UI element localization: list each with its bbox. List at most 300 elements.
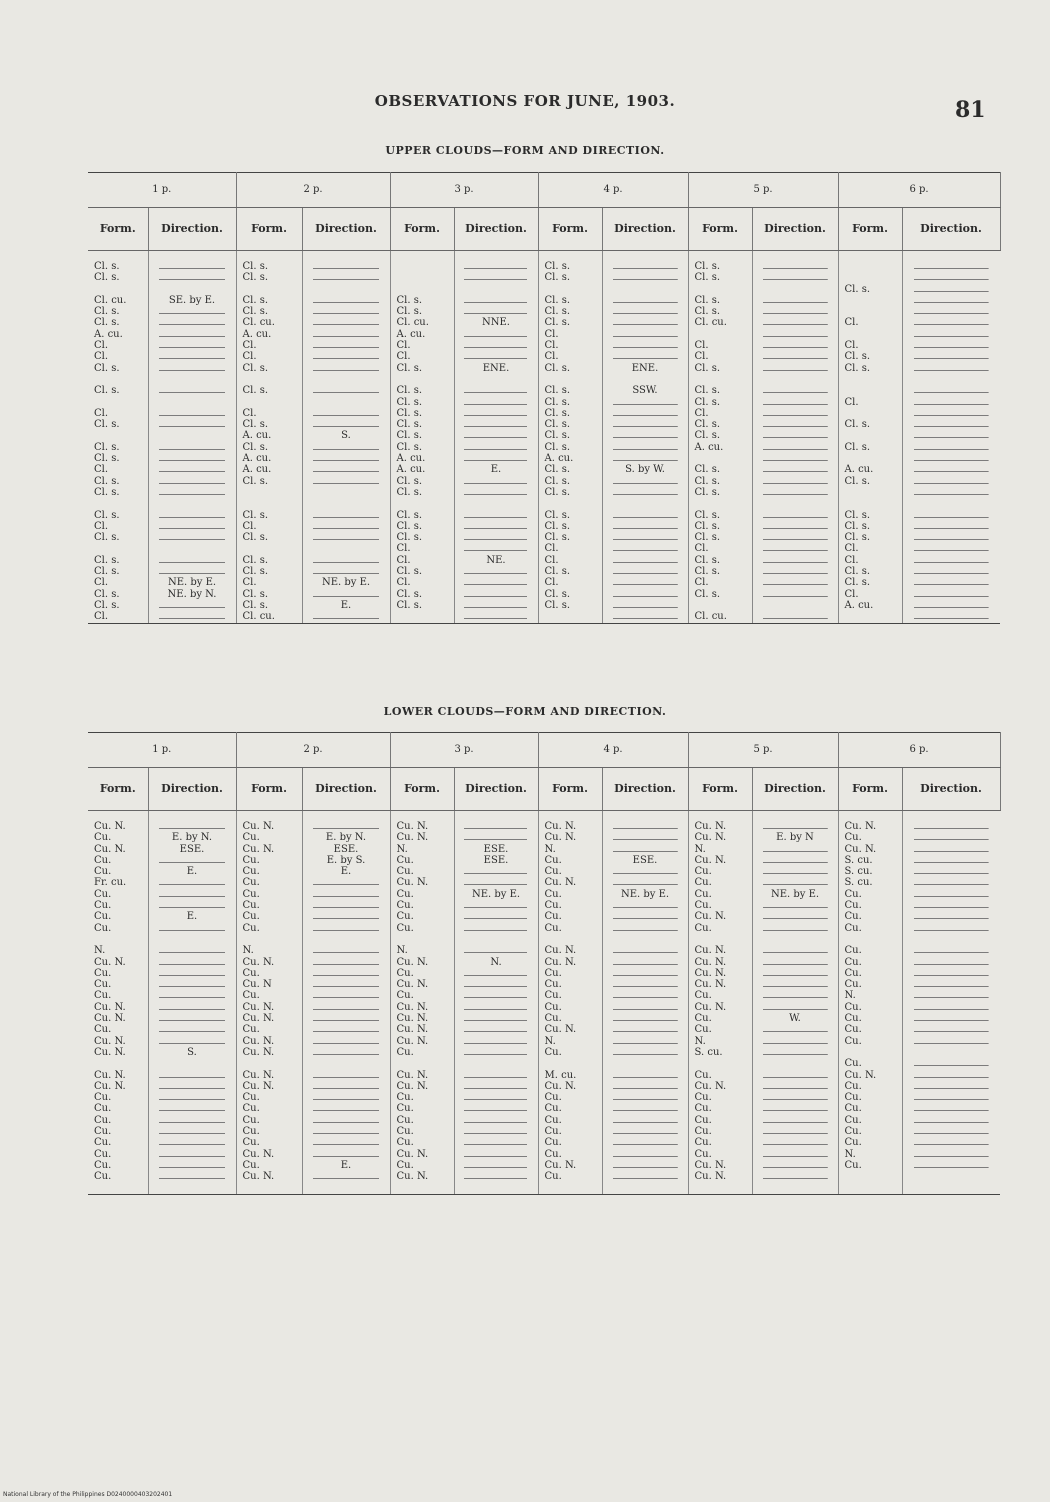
blank-line <box>906 577 998 588</box>
cloud-form-entry: Cl. <box>544 328 559 340</box>
form-column-header: Form. <box>838 768 902 811</box>
cloud-form-entry: Cl. s. <box>694 362 721 374</box>
form-column-header: Form. <box>88 768 148 811</box>
cloud-form-entry: Cu. N. <box>396 1024 429 1036</box>
cloud-form-entry: Cl. s. <box>396 509 423 521</box>
spacer-line <box>845 329 899 340</box>
spacer-line <box>845 611 899 622</box>
blank-line <box>306 453 387 464</box>
cloud-form-entry: Cl. s. <box>694 419 721 431</box>
blank-line <box>306 1126 387 1137</box>
cloud-form-entry: Cu. N. <box>544 1159 577 1171</box>
observations-row <box>88 811 1000 1195</box>
cloud-form-entry: Fr. cu. <box>94 877 127 889</box>
blank-line <box>756 911 835 922</box>
blank-line <box>906 306 998 317</box>
cloud-form-entry: Cu. <box>544 1137 562 1149</box>
blank-line <box>906 911 998 922</box>
cloud-form-entry: Cl. s. <box>94 362 120 374</box>
blank-line <box>756 877 835 888</box>
blank-line <box>606 577 685 588</box>
blank-line <box>606 900 685 911</box>
blank-line <box>458 611 535 622</box>
blank-line <box>458 419 535 430</box>
cloud-form-entry: Cl. <box>694 340 709 352</box>
cloud-form-entry: Cl. <box>94 464 109 476</box>
blank-line <box>606 611 685 622</box>
blank-line <box>152 1171 233 1182</box>
cloud-form-entry: Cu. <box>396 866 414 878</box>
form-cell <box>390 251 454 624</box>
blank-line <box>756 464 835 475</box>
spacer-line <box>152 397 233 408</box>
hour-header-row <box>88 733 1000 768</box>
cloud-form-entry: Cl. s. <box>396 362 423 374</box>
blank-line <box>606 1013 685 1024</box>
cloud-form-entry: Cu. N. <box>544 1024 577 1036</box>
spacer-line <box>94 430 145 441</box>
spacer-line <box>458 934 535 945</box>
cloud-form-entry: Cu. <box>94 911 112 923</box>
blank-line <box>152 1013 233 1024</box>
blank-line <box>906 329 998 340</box>
cloud-form-entry: Cl. s. <box>94 599 120 611</box>
cloud-form-entry: Cu. N. <box>242 1069 275 1081</box>
cloud-form-entry: Cl. s. <box>94 419 120 431</box>
blank-line <box>906 351 998 362</box>
direction-column-header: Direction. <box>602 768 688 811</box>
blank-line <box>458 1002 535 1013</box>
blank-line <box>906 1013 998 1024</box>
spacer-line <box>845 306 899 317</box>
blank-line <box>306 889 387 900</box>
cloud-form-entry: Cu. N. <box>694 1159 727 1171</box>
blank-line <box>906 844 998 855</box>
cloud-form-entry: Cl. s. <box>844 351 871 363</box>
blank-line <box>306 611 387 622</box>
blank-line <box>606 1171 685 1182</box>
observations-row <box>88 251 1000 624</box>
cloud-form-entry: Cl. s. <box>396 486 423 498</box>
cloud-form-entry: Cu. <box>242 888 260 900</box>
blank-line <box>606 408 685 419</box>
cloud-form-entry: Cl. s. <box>94 261 120 272</box>
blank-line <box>458 1036 535 1047</box>
blank-line <box>152 521 233 532</box>
direction-cell <box>454 251 538 624</box>
cloud-form-entry: N. <box>242 945 254 957</box>
cloud-form-entry: Cu. <box>94 1024 112 1036</box>
blank-line <box>756 566 835 577</box>
cloud-form-entry: Cu. <box>242 1114 260 1126</box>
cloud-direction-entry: ESE. <box>179 843 205 855</box>
cloud-form-entry: Cu. <box>94 1103 112 1115</box>
blank-line <box>606 832 685 843</box>
cloud-form-entry: Cl. <box>396 554 411 566</box>
cloud-form-entry: Cl. s. <box>844 566 871 578</box>
blank-line <box>606 1047 685 1058</box>
blank-line <box>306 1024 387 1035</box>
cloud-form-entry: Cl. s. <box>694 272 721 284</box>
blank-line <box>756 1149 835 1160</box>
cloud-form-entry: Cu. <box>694 1126 712 1138</box>
spacer-line <box>606 498 685 509</box>
blank-line <box>906 261 998 272</box>
spacer-line <box>306 543 387 554</box>
cloud-direction-entry: ENE. <box>631 362 659 374</box>
blank-line <box>756 945 835 956</box>
cloud-direction-entry: NE. by N. <box>167 588 217 600</box>
cloud-form-entry: Cu. <box>94 1114 112 1126</box>
blank-line <box>906 566 998 577</box>
spacer-line <box>152 430 233 441</box>
direction-cell <box>752 251 838 624</box>
blank-line <box>606 453 685 464</box>
cloud-form-entry: Cu. <box>396 911 414 923</box>
cloud-form-entry: Cu. <box>844 1080 862 1092</box>
cloud-form-entry: Cl. s. <box>544 509 571 521</box>
cloud-form-entry: Cl. s. <box>544 599 571 611</box>
blank-line <box>756 1070 835 1081</box>
cloud-form-entry: Cl. cu. <box>396 317 429 329</box>
cloud-form-entry: Cl. cu. <box>694 317 727 329</box>
blank-line <box>306 1036 387 1047</box>
cloud-form-entry: Cu. <box>94 900 112 912</box>
cloud-form-entry: Cu. N. <box>694 821 727 832</box>
blank-line <box>306 589 387 600</box>
cloud-form-entry: Cl. s. <box>242 261 269 272</box>
spacer-line <box>397 611 451 622</box>
spacer-line <box>545 284 599 295</box>
blank-line <box>306 957 387 968</box>
cloud-form-entry: Cu. N. <box>694 1171 727 1183</box>
cloud-form-entry: Cl. s. <box>396 566 423 578</box>
hour-header-row <box>88 173 1000 208</box>
cloud-form-entry: A. cu. <box>844 599 874 611</box>
cloud-form-entry: Cu. <box>844 967 862 979</box>
cloud-form-entry: Cu. N. <box>396 1001 429 1013</box>
cloud-form-entry: Cl. s. <box>694 430 721 442</box>
cloud-form-entry: N. <box>844 990 856 1002</box>
cloud-form-entry: Cu. <box>396 1046 414 1058</box>
blank-line <box>458 340 535 351</box>
blank-line <box>458 900 535 911</box>
blank-line <box>756 844 835 855</box>
cloud-form-entry: Cu. <box>694 1114 712 1126</box>
blank-line <box>306 877 387 888</box>
blank-line <box>458 1013 535 1024</box>
blank-line <box>458 589 535 600</box>
spacer-line <box>243 934 299 945</box>
spacer-line <box>458 284 535 295</box>
blank-line <box>458 1024 535 1035</box>
blank-line <box>756 577 835 588</box>
blank-line <box>906 1160 998 1171</box>
blank-line <box>906 1081 998 1092</box>
cloud-form-entry: Cu. N. <box>396 1171 429 1183</box>
blank-line <box>756 476 835 487</box>
cloud-form-entry: Cu. <box>94 1171 112 1183</box>
lower-clouds-table <box>88 732 1001 1195</box>
blank-line <box>458 476 535 487</box>
spacer-line <box>397 272 451 283</box>
cloud-form-entry: Cu. <box>544 979 562 991</box>
spacer-line <box>606 1058 685 1069</box>
cloud-form-entry: Cu. <box>396 888 414 900</box>
cloud-form-entry: Cu. <box>544 1092 562 1104</box>
blank-line <box>906 1149 998 1160</box>
blank-line <box>306 1013 387 1024</box>
blank-line <box>756 543 835 554</box>
cloud-form-entry: Cu. <box>242 854 260 866</box>
direction-column-header: Direction. <box>902 208 1000 251</box>
cloud-form-entry: Cu. N. <box>94 1080 126 1092</box>
blank-line <box>152 510 233 521</box>
blank-line <box>606 990 685 1001</box>
blank-line <box>458 385 535 396</box>
blank-line <box>606 329 685 340</box>
blank-line <box>152 1115 233 1126</box>
cloud-form-entry: Cu. <box>844 888 862 900</box>
blank-line <box>306 408 387 419</box>
blank-line <box>152 272 233 283</box>
cloud-form-entry: Cu. <box>694 990 712 1002</box>
cloud-form-entry: Cu. <box>242 1159 260 1171</box>
blank-line <box>306 317 387 328</box>
spacer-line <box>397 934 451 945</box>
cloud-form-entry: Cu. N. <box>242 1171 275 1183</box>
hour-header: 4 p. <box>538 733 688 768</box>
cloud-form-entry: Cl. <box>94 407 109 419</box>
cloud-form-entry: Cu. <box>94 990 112 1002</box>
blank-line <box>606 589 685 600</box>
cloud-direction-entry: NE. by E. <box>167 577 217 589</box>
spacer-line <box>243 374 299 385</box>
cloud-direction-entry: E. by N. <box>171 832 213 844</box>
direction-cell <box>752 811 838 1195</box>
spacer-line <box>845 453 899 464</box>
cloud-form-entry: Cu. N. <box>396 1035 429 1047</box>
cloud-form-entry: Cl. <box>544 577 559 589</box>
direction-cell <box>302 251 390 624</box>
blank-line <box>306 1137 387 1148</box>
form-cell <box>390 811 454 1195</box>
blank-line <box>152 1103 233 1114</box>
cloud-form-entry: Cu. N. <box>694 945 727 957</box>
spacer-line <box>306 487 387 498</box>
form-column-header: Form. <box>538 768 602 811</box>
blank-line <box>906 284 998 295</box>
blank-line <box>906 957 998 968</box>
blank-line <box>458 866 535 877</box>
cloud-form-entry: Cu. <box>844 1114 862 1126</box>
cloud-form-entry: Cu. N. <box>694 911 727 923</box>
cloud-form-entry: Cu. <box>544 866 562 878</box>
blank-line <box>152 1024 233 1035</box>
blank-line <box>906 487 998 498</box>
blank-line <box>756 1092 835 1103</box>
cloud-form-entry: Cl. s. <box>544 475 571 487</box>
blank-line <box>606 1092 685 1103</box>
direction-column-header: Direction. <box>302 208 390 251</box>
blank-line <box>458 408 535 419</box>
form-column-header: Form. <box>236 208 302 251</box>
cloud-form-entry: Cu. <box>844 1001 862 1013</box>
blank-line <box>906 990 998 1001</box>
blank-line <box>906 611 998 622</box>
blank-line <box>152 1070 233 1081</box>
blank-line <box>606 1081 685 1092</box>
cloud-form-entry: Cu. <box>544 990 562 1002</box>
spacer-line <box>458 374 535 385</box>
blank-line <box>906 1036 998 1047</box>
cloud-form-entry: Cu. <box>844 1103 862 1115</box>
cloud-form-entry: Cl. s. <box>544 261 571 272</box>
cloud-form-entry: Cl. s. <box>544 294 571 306</box>
blank-line <box>152 968 233 979</box>
spacer-line <box>545 498 599 509</box>
form-cell <box>88 251 148 624</box>
cloud-direction-entry: E. <box>186 911 198 923</box>
cloud-form-entry: Cl. <box>544 554 559 566</box>
blank-line <box>306 923 387 934</box>
cloud-form-entry: Cu. <box>396 922 414 934</box>
blank-line <box>606 442 685 453</box>
spacer-line <box>94 498 145 509</box>
form-column-header: Form. <box>390 208 454 251</box>
blank-line <box>306 1047 387 1058</box>
cloud-form-entry: Cu. <box>694 1137 712 1149</box>
spacer-line <box>243 543 299 554</box>
blank-line <box>458 510 535 521</box>
cloud-direction-entry: ENE. <box>482 362 510 374</box>
blank-line <box>906 532 998 543</box>
blank-line <box>606 1137 685 1148</box>
cloud-direction-entry: E. <box>490 464 502 476</box>
blank-line <box>756 272 835 283</box>
spacer-line <box>906 1047 998 1058</box>
blank-line <box>756 555 835 566</box>
blank-line <box>756 306 835 317</box>
blank-line <box>458 979 535 990</box>
blank-line <box>306 476 387 487</box>
spacer-line <box>756 498 835 509</box>
cloud-direction-entry: NE. by E. <box>620 888 670 900</box>
direction-cell <box>148 251 236 624</box>
cloud-form-entry: Cu. <box>242 922 260 934</box>
cloud-form-entry: Cu. N. <box>694 1080 727 1092</box>
cloud-form-entry: Cl. s. <box>396 475 423 487</box>
cloud-form-entry: Cl. <box>544 351 559 363</box>
blank-line <box>906 923 998 934</box>
direction-column-header: Direction. <box>602 208 688 251</box>
cloud-form-entry: Cu. <box>844 945 862 957</box>
blank-line <box>606 532 685 543</box>
cloud-direction-entry: ESE. <box>483 843 509 855</box>
cloud-form-entry: Cu. N. <box>544 821 577 832</box>
cloud-form-entry: Cu. <box>844 1137 862 1149</box>
blank-line <box>756 1171 835 1182</box>
cloud-form-entry: S. cu. <box>844 854 873 866</box>
cloud-form-entry: Cl. s. <box>396 306 423 318</box>
blank-line <box>458 397 535 408</box>
cloud-form-entry: Cl. s. <box>544 486 571 498</box>
blank-line <box>306 1103 387 1114</box>
upper-clouds-table <box>88 172 1001 624</box>
cloud-form-entry: Cu. <box>844 832 862 844</box>
blank-line <box>756 261 835 272</box>
cloud-form-entry: Cu. <box>242 1092 260 1104</box>
cloud-direction-entry: E. by S. <box>326 854 366 866</box>
cloud-form-entry: Cl. <box>844 340 859 352</box>
cloud-form-entry: Cl. s. <box>396 407 423 419</box>
cloud-form-entry: Cl. <box>94 351 109 363</box>
blank-line <box>606 487 685 498</box>
blank-line <box>458 990 535 1001</box>
cloud-form-entry: Cu. <box>544 1126 562 1138</box>
cloud-form-entry: Cu. <box>396 1103 414 1115</box>
blank-line <box>152 923 233 934</box>
spacer-line <box>845 1183 899 1194</box>
spacer-line <box>695 329 749 340</box>
cloud-form-entry: Cl. s. <box>694 486 721 498</box>
spacer-line <box>306 374 387 385</box>
cloud-form-entry: A. cu. <box>396 464 426 476</box>
blank-line <box>306 532 387 543</box>
cloud-form-entry: Cu. <box>396 854 414 866</box>
cloud-form-entry: Cu. N. <box>242 956 275 968</box>
cloud-form-entry: A. cu. <box>396 328 426 340</box>
blank-line <box>152 566 233 577</box>
blank-line <box>756 408 835 419</box>
blank-line <box>906 521 998 532</box>
blank-line <box>756 1126 835 1137</box>
blank-line <box>152 900 233 911</box>
blank-line <box>756 979 835 990</box>
cloud-form-entry: Cu. <box>544 1013 562 1025</box>
cloud-form-entry: Cu. N. <box>94 1035 126 1047</box>
blank-line <box>756 430 835 441</box>
blank-line <box>306 306 387 317</box>
spacer-line <box>243 498 299 509</box>
blank-line <box>458 261 535 272</box>
cloud-direction-entry: E. <box>340 599 352 611</box>
blank-line <box>152 1137 233 1148</box>
blank-line <box>756 611 835 622</box>
cloud-form-entry: Cu. N. <box>544 945 577 957</box>
blank-line <box>458 543 535 554</box>
direction-column-header: Direction. <box>148 768 236 811</box>
blank-line <box>906 968 998 979</box>
cloud-form-entry: A. cu. <box>242 464 272 476</box>
spacer-line <box>458 1058 535 1069</box>
cloud-form-entry: Cu. N. <box>396 1013 429 1025</box>
blank-line <box>458 600 535 611</box>
blank-line <box>152 261 233 272</box>
blank-line <box>458 1137 535 1148</box>
blank-line <box>606 397 685 408</box>
cloud-form-entry: S. cu. <box>694 1046 723 1058</box>
blank-line <box>756 923 835 934</box>
cloud-form-entry: Cu. <box>844 911 862 923</box>
cloud-form-entry: Cl. s. <box>544 566 571 578</box>
cloud-form-entry: Cu. N. <box>396 821 429 832</box>
blank-line <box>906 555 998 566</box>
blank-line <box>606 317 685 328</box>
cloud-form-entry: Cu. N. <box>844 1069 877 1081</box>
blank-line <box>306 555 387 566</box>
cloud-form-entry: Cu. <box>844 1126 862 1138</box>
